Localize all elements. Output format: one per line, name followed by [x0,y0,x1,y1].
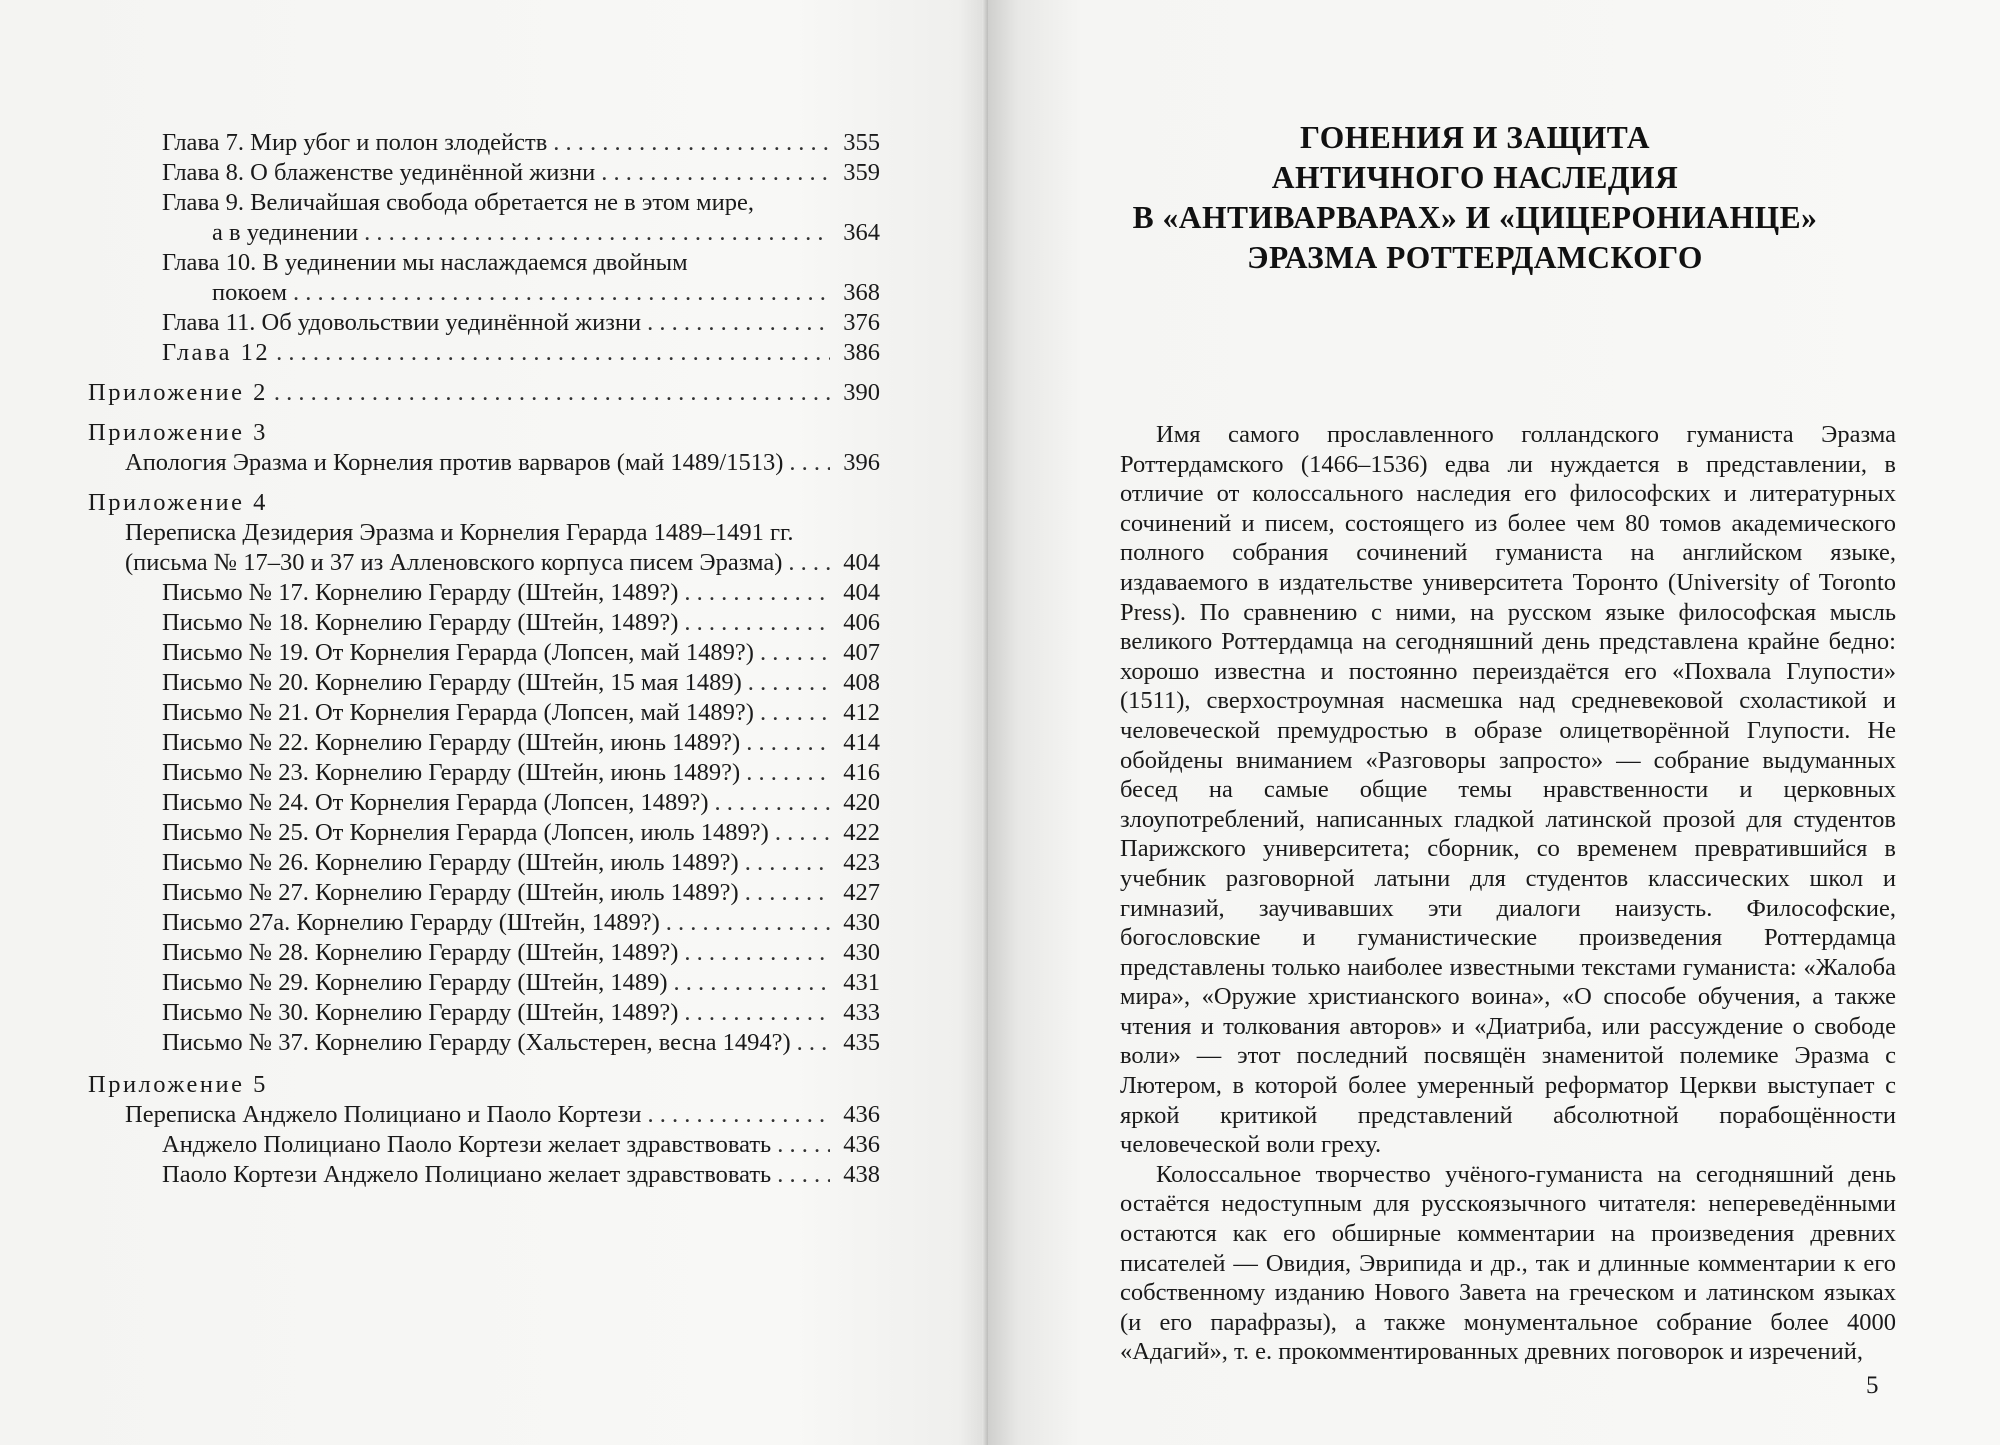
toc-entry-label: Письмо № 27. Корнелию Герарду (Штейн, июль 1489?) [162,879,739,906]
toc-entry[interactable] [162,1028,880,1058]
leader-dots [745,878,830,908]
leader-dots [746,728,830,758]
leader-dots [684,578,830,608]
toc-entry-page: 423 [843,849,880,876]
toc-entry-label: Переписка Анджело Полициано и Паоло Кортези [125,1101,642,1128]
leader-dots [684,608,830,638]
leader-dots [666,908,830,938]
toc-entry-label: Глава 8. О блаженстве уединённой жизни [162,159,596,186]
toc-entry-page: 420 [843,789,880,816]
leader-dots [797,1028,830,1058]
toc-entry-page: 406 [843,609,880,636]
toc-entry[interactable] [162,968,880,998]
leader-dots [789,448,830,478]
toc-entry-label: Письмо № 20. Корнелию Герарду (Штейн, 15 мая 1489) [162,669,742,696]
toc-entry-label: Письмо № 18. Корнелию Герарду (Штейн, 1489?) [162,609,679,636]
toc-entry-page: 376 [843,309,880,336]
toc-entry-label: Глава 7. Мир убог и полон злодейств [162,129,548,156]
toc-entry-page: 408 [843,669,880,696]
toc-entry[interactable] [162,818,880,848]
toc-entry-page: 433 [843,999,880,1026]
leader-dots [715,788,830,818]
toc-entry[interactable] [125,1100,880,1130]
leader-dots [760,698,830,728]
leader-dots [647,308,830,338]
toc-entry[interactable] [162,698,880,728]
leader-dots [364,218,830,248]
toc-entry-label: Письмо № 17. Корнелию Герарду (Штейн, 1489?) [162,579,679,606]
leader-dots [684,998,830,1028]
paragraph: Колоссальное творчество учёного-гуманиста на сегодняшний день остаётся недоступным для русскоязычного читателя: непереведёнными остаются как его обширные комментарии на произведения древних писателей — Овидия, Эврипида и др., так и длинные комментарии к его собственному изданию Нового Завета на греческом и латинском языках (и его парафразы), а также монументальное собрание более 4000 «Адагий», т. е. прокомментированных древних поговорок и изречений, [1120,1160,1896,1366]
toc-entry[interactable] [162,338,880,368]
toc-entry-page: 430 [843,939,880,966]
toc-entry-page: 414 [843,729,880,756]
toc-section-heading: Приложение 4 [88,489,268,516]
toc-entry[interactable] [212,218,880,248]
toc-entry-page: 359 [843,159,880,186]
page-number: 5 [1866,1372,1879,1399]
leader-dots [601,158,830,188]
toc-entry-page: 430 [843,909,880,936]
toc-entry[interactable] [162,938,880,968]
leader-dots [746,758,830,788]
toc-entry[interactable]: Переписка Дезидерия Эразма и Корнелия Герарда 1489–1491 гг. [125,519,794,546]
toc-entry[interactable] [162,848,880,878]
toc-entry[interactable] [125,548,880,578]
toc-entry-page: 431 [843,969,880,996]
leader-dots [777,1160,830,1190]
toc-entry-label: покоем [212,279,287,306]
toc-entry[interactable] [162,668,880,698]
toc-entry-page: 396 [843,449,880,476]
toc-entry[interactable]: Глава 10. В уединении мы наслаждаемся двойным [162,249,688,276]
toc-entry-page: 412 [843,699,880,726]
toc-entry-label: Письмо № 30. Корнелию Герарду (Штейн, 1489?) [162,999,679,1026]
toc-entry-label: Глава 11. Об удовольствии уединённой жизни [162,309,642,336]
chapter-title-line: ЭРАЗМА РОТТЕРДАМСКОГО [1247,240,1703,275]
leader-dots [276,338,830,368]
toc-entry-label: Глава 12 [162,339,271,366]
toc-entry-label: Письмо № 25. От Корнелия Герарда (Лопсен, июль 1489?) [162,819,769,846]
toc-entry-page: 386 [843,339,880,366]
leader-dots [684,938,830,968]
toc-entry-label: Письмо № 19. От Корнелия Герарда (Лопсен, май 1489?) [162,639,754,666]
toc-entry-page: 436 [843,1101,880,1128]
toc-entry[interactable] [162,1130,880,1160]
toc-entry[interactable] [162,758,880,788]
toc-entry-label: Приложение 2 [88,379,268,406]
leader-dots [745,848,830,878]
toc-entry-page: 355 [843,129,880,156]
toc-entry-page: 407 [843,639,880,666]
toc-entry[interactable] [125,448,880,478]
toc-entry-label: а в уединении [212,219,359,246]
leader-dots [293,278,830,308]
paragraph: Имя самого прославленного голландского гуманиста Эразма Роттердамского (1466–1536) едва ли нуждается в представлении, в отличие от колоссального наследия его философских и литературных сочинений и писем, состоящего из более чем 80 томов академического полного собрания сочинений гуманиста на английском языке, издаваемого в издательстве университета Торонто (University of Toronto Press). По сравнению с ними, на русском языке философская мысль великого Роттердамца на сегодняшний день представлена крайне бедно: хорошо известна и постоянно переиздаётся его «Похвала Глупости» (1511), сверхостроумная насмешка над средневековой схоластикой и человеческой премудростью в образе олицетворённой Глупости. Не обойдены вниманием «Разговоры запросто» — собрание выдуманных бесед на самые общие темы нравственности и церковных злоупотреблений, написанных гладкой латинской прозой для студентов Парижского университета; сборник, со временем превратившийся в учебник разговорной латыни для студентов классических школ и гимназий, заучивавших эти диалоги наизусть. Философские, богословские и гуманистические произведения Роттердамца представлены только наиболее известными текстами гуманиста: «Жалоба мира», «Оружие христианского воина», «О способе обучения, а также чтения и толкования авторов» и «Диатриба, или рассуждение о свободе воли» — этот последний посвящён знаменитой полемике Эразма с Лютером, в которой более умеренный реформатор Церкви выступает с яркой критикой представлений абсолютной порабощённости человеческой воли греху. [1120,421,1896,1159]
toc-entry[interactable] [162,638,880,668]
toc-entry-label: Письмо № 21. От Корнелия Герарда (Лопсен, май 1489?) [162,699,754,726]
toc-entry-page: 427 [843,879,880,906]
chapter-title-line: АНТИЧНОГО НАСЛЕДИЯ [1271,160,1679,195]
toc-entry[interactable] [162,788,880,818]
toc-entry-page: 404 [843,579,880,606]
toc-entry-label: Письмо № 26. Корнелию Герарду (Штейн, июль 1489?) [162,849,739,876]
leader-dots [648,1100,830,1130]
toc-entry-label: (письма № 17–30 и 37 из Алленовского корпуса писем Эразма) [125,549,783,576]
leader-dots [788,548,830,578]
toc-entry[interactable] [162,998,880,1028]
toc-entry[interactable] [162,158,880,188]
toc-entry[interactable] [162,728,880,758]
chapter-title-line: ГОНЕНИЯ И ЗАЩИТА [1300,120,1650,155]
toc-entry-label: Письмо № 23. Корнелию Герарду (Штейн, июнь 1489?) [162,759,741,786]
toc-entry-label: Письмо № 22. Корнелию Герарду (Штейн, июнь 1489?) [162,729,741,756]
toc-entry-label: Письмо № 37. Корнелию Герарду (Хальстерен, весна 1494?) [162,1029,791,1056]
leader-dots [748,668,830,698]
toc-entry-page: 364 [843,219,880,246]
toc-entry[interactable] [162,1160,880,1190]
left-page [0,0,988,1445]
toc-entry[interactable] [162,908,880,938]
leader-dots [775,818,830,848]
toc-entry-label: Анджело Полициано Паоло Кортези желает здравствовать [162,1131,772,1158]
toc-section-heading: Приложение 3 [88,419,268,446]
toc-entry[interactable] [162,608,880,638]
toc-entry-label: Паоло Кортези Анджело Полициано желает здравствовать [162,1161,772,1188]
leader-dots [674,968,830,998]
toc-entry-label: Письмо № 28. Корнелию Герарду (Штейн, 1489?) [162,939,679,966]
body-text [1120,420,1896,1367]
toc-entry[interactable]: Глава 9. Величайшая свобода обретается не в этом мире, [162,189,755,216]
toc-entry-label: Письмо № 24. От Корнелия Герарда (Лопсен, 1489?) [162,789,709,816]
toc-entry-page: 404 [843,549,880,576]
toc-entry-page: 435 [843,1029,880,1056]
toc-entry-label: Письмо № 29. Корнелию Герарду (Штейн, 1489) [162,969,668,996]
toc-entry-page: 422 [843,819,880,846]
leader-dots [553,128,830,158]
toc-entry-label: Письмо 27а. Корнелию Герарду (Штейн, 1489?) [162,909,660,936]
toc-entry-label: Апология Эразма и Корнелия против варваров (май 1489/1513) [125,449,784,476]
chapter-title-line: В «АНТИВАРВАРАХ» И «ЦИЦЕРОНИАНЦЕ» [1132,200,1818,235]
chapter-title [1060,118,1890,278]
toc-entry-page: 416 [843,759,880,786]
leader-dots [777,1130,830,1160]
toc-entry-page: 390 [843,379,880,406]
leader-dots [274,378,830,408]
leader-dots [760,638,830,668]
toc-entry[interactable] [162,578,880,608]
toc-entry-page: 438 [843,1161,880,1188]
toc-entry[interactable] [162,308,880,338]
toc-entry[interactable] [162,128,880,158]
toc-entry-page: 368 [843,279,880,306]
toc-entry[interactable] [162,878,880,908]
toc-section-heading: Приложение 5 [88,1071,268,1098]
toc-entry[interactable] [88,378,880,408]
toc-entry[interactable] [212,278,880,308]
toc-entry-page: 436 [843,1131,880,1158]
